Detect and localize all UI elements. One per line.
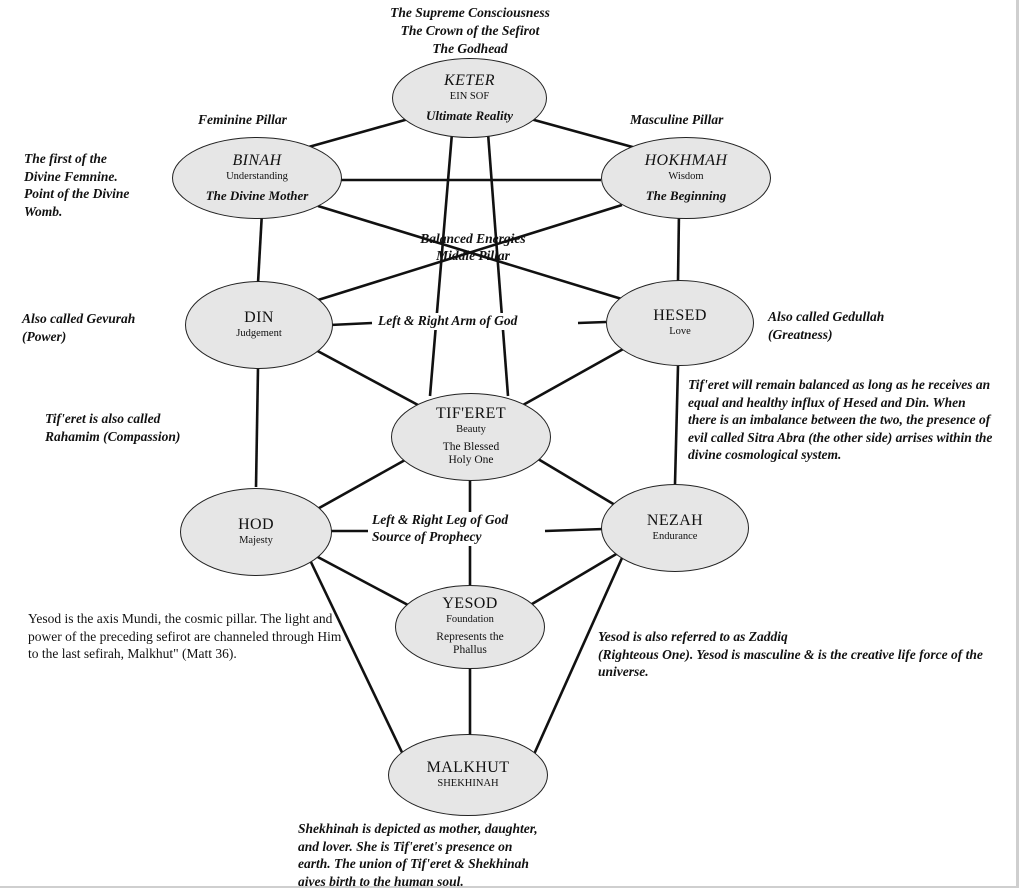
label-arms-of-god: Left & Right Arm of God bbox=[375, 313, 520, 330]
note-hesed-line-2: (Greatness) bbox=[768, 326, 833, 342]
note-tiferet-right: Tif'eret will remain balanced as long as he receives an equal and healthy influx of Hesed and Din. When there is an imbalance between the two, the presence of evil called Sitra Abra (the other side) arrises within the divine cosmological system. bbox=[688, 377, 993, 463]
label-feminine-pillar: Feminine Pillar bbox=[198, 112, 287, 127]
node-nezah-name: NEZAH bbox=[646, 512, 704, 530]
node-malkhut-sub: SHEKHINAH bbox=[437, 777, 499, 789]
note-malkhut-line-4: gives birth to the human soul. bbox=[298, 873, 464, 888]
node-hokhmah[interactable] bbox=[601, 137, 771, 219]
node-hod-name: HOD bbox=[238, 516, 274, 534]
note-hesed-line-1: Also called Gedullah bbox=[768, 309, 885, 324]
top-title bbox=[330, 4, 610, 59]
note-binah bbox=[24, 150, 174, 220]
top-title-line-2: The Crown of the Sefirot bbox=[400, 23, 540, 39]
note-din-line-2: (Power) bbox=[22, 328, 67, 344]
node-din-name: DIN bbox=[244, 309, 274, 327]
node-tiferet-name: TIF'ERET bbox=[435, 404, 507, 422]
note-tiferet-left-line-2: Rahamim (Compassion) bbox=[45, 428, 181, 444]
node-din-sub: Judgement bbox=[236, 327, 282, 339]
node-hesed[interactable] bbox=[606, 280, 754, 366]
note-tiferet-left bbox=[45, 410, 275, 445]
node-hod[interactable] bbox=[180, 488, 332, 576]
node-malkhut[interactable] bbox=[388, 734, 548, 816]
top-title-line-3: The Godhead bbox=[432, 41, 508, 57]
label-legs-of-god bbox=[369, 512, 511, 546]
note-din bbox=[22, 310, 197, 345]
note-malkhut-line-1: Shekhinah is depicted as mother, daughter, bbox=[298, 821, 538, 836]
node-keter-sub: EIN SOF bbox=[449, 90, 490, 102]
node-hokhmah-extra: The Beginning bbox=[645, 187, 727, 203]
node-binah-name: BINAH bbox=[232, 151, 282, 169]
note-malkhut bbox=[298, 820, 673, 888]
note-binah-line-4: Womb. bbox=[24, 203, 63, 219]
label-middle-pillar bbox=[398, 231, 548, 265]
label-legs-line-2: Source of Prophecy bbox=[372, 528, 482, 544]
note-binah-line-2: Divine Femnine. bbox=[24, 168, 118, 184]
node-hokhmah-sub: Wisdom bbox=[668, 170, 704, 182]
note-binah-line-1: The first of the bbox=[24, 151, 107, 166]
node-hesed-name: HESED bbox=[653, 307, 707, 325]
node-tiferet[interactable] bbox=[391, 393, 551, 481]
node-malkhut-name: MALKHUT bbox=[426, 759, 510, 777]
node-tiferet-extra bbox=[443, 441, 500, 469]
note-yesod-left: Yesod is the axis Mundi, the cosmic pillar. The light and power of the preceding sefirot are channeled through Him to the last sefirah, Malkhut" (Matt 36). bbox=[28, 611, 342, 662]
note-yesod-right bbox=[598, 628, 998, 681]
node-tiferet-extra-line-2: Holy One bbox=[448, 454, 494, 467]
node-keter-name: KETER bbox=[444, 71, 495, 89]
node-keter-extra: Ultimate Reality bbox=[425, 107, 513, 123]
node-tiferet-extra-line-1: The Blessed bbox=[442, 440, 500, 453]
note-tiferet-left-line-1: Tif'eret is also called bbox=[45, 411, 161, 426]
node-nezah[interactable] bbox=[601, 484, 749, 572]
note-malkhut-line-3: earth. The union of Tif'eret & Shekhinah bbox=[298, 856, 529, 872]
node-din[interactable] bbox=[185, 281, 333, 369]
node-yesod-extra-line-2: Phallus bbox=[453, 644, 487, 657]
node-hesed-sub: Love bbox=[669, 325, 691, 337]
label-masculine-pillar: Masculine Pillar bbox=[630, 112, 724, 127]
node-yesod-extra bbox=[436, 631, 503, 659]
node-binah[interactable] bbox=[172, 137, 342, 219]
node-nezah-sub: Endurance bbox=[652, 530, 698, 542]
node-yesod-extra-line-1: Represents the bbox=[436, 630, 504, 643]
node-keter[interactable] bbox=[392, 58, 547, 138]
label-legs-line-1: Left & Right Leg of God bbox=[372, 512, 509, 527]
node-hod-sub: Majesty bbox=[239, 534, 273, 546]
node-tiferet-sub: Beauty bbox=[456, 423, 486, 435]
note-malkhut-line-2: and lover. She is Tif'eret's presence on bbox=[298, 838, 513, 854]
note-binah-line-3: Point of the Divine bbox=[24, 186, 130, 202]
note-din-line-1: Also called Gevurah bbox=[22, 311, 136, 326]
node-binah-sub: Understanding bbox=[226, 170, 288, 182]
node-yesod-name: YESOD bbox=[442, 594, 498, 612]
node-binah-extra: The Divine Mother bbox=[205, 187, 309, 203]
label-middle-pillar-line-2: Middle Pillar bbox=[436, 247, 510, 263]
note-hesed bbox=[768, 308, 978, 343]
note-yesod-right-line-1: Yesod is also referred to as Zaddiq bbox=[598, 629, 788, 644]
note-yesod-right-line-2: (Righteous One). Yesod is masculine & is the creative life force of the universe. bbox=[598, 646, 983, 680]
node-hokhmah-name: HOKHMAH bbox=[644, 151, 728, 169]
top-title-line-1: The Supreme Consciousness bbox=[390, 5, 550, 20]
label-middle-pillar-line-1: Balanced Energies bbox=[420, 231, 526, 246]
node-yesod[interactable] bbox=[395, 585, 545, 669]
node-yesod-sub: Foundation bbox=[446, 613, 494, 625]
